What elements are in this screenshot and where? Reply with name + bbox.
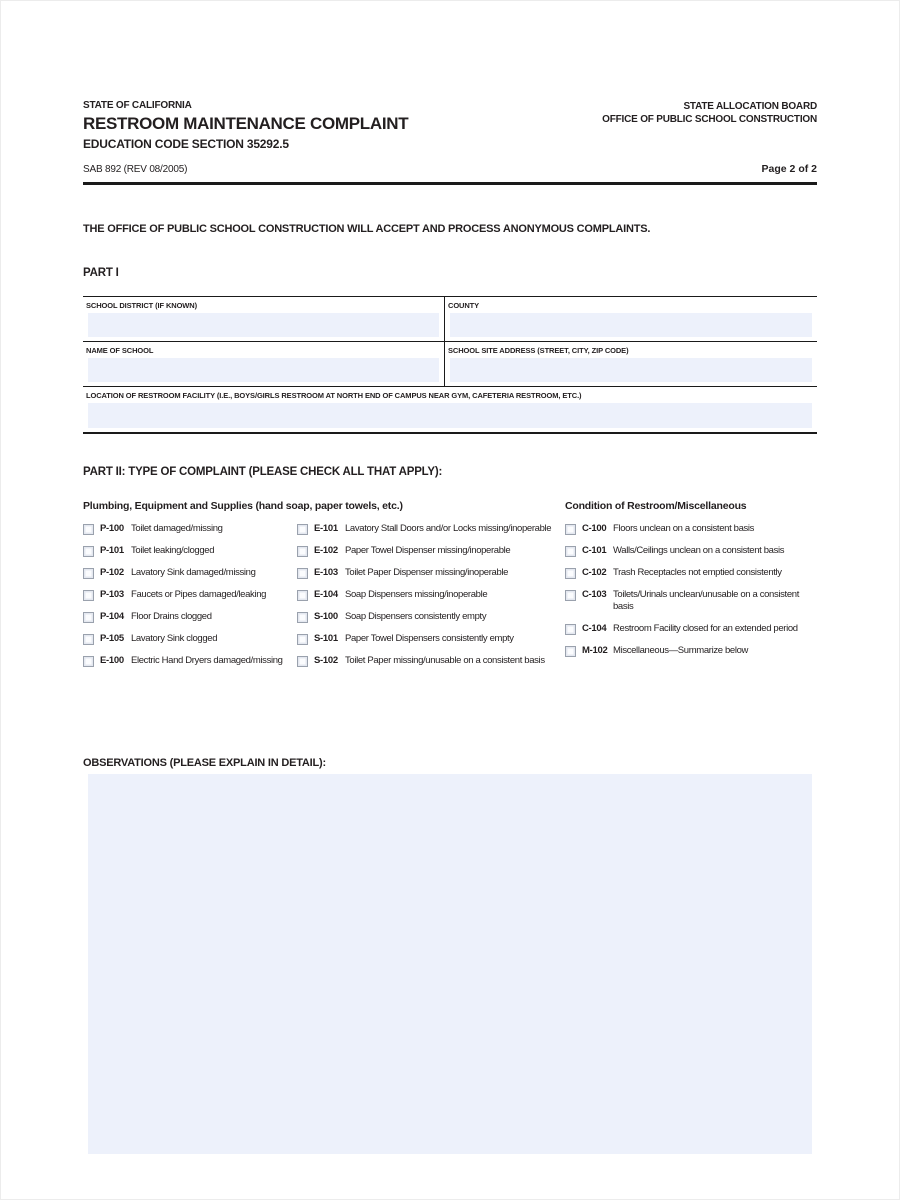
checklist-item bbox=[83, 633, 291, 645]
checkbox-label: Restroom Facility closed for an extended period bbox=[613, 623, 798, 634]
checkbox[interactable] bbox=[83, 568, 94, 579]
county-cell bbox=[445, 297, 817, 341]
checklist-item bbox=[565, 645, 817, 657]
checklist-item bbox=[565, 623, 817, 635]
header-left bbox=[83, 100, 408, 151]
checkbox-label: Walls/Ceilings unclean on a consistent basis bbox=[613, 545, 785, 556]
plumbing-heading: Plumbing, Equipment and Supplies (hand soap, paper towels, etc.) bbox=[83, 500, 403, 512]
checkbox-label: Toilet Paper Dispenser missing/inoperable bbox=[345, 567, 509, 578]
checkbox[interactable] bbox=[297, 634, 308, 645]
checklist-item bbox=[565, 589, 817, 613]
checklist-condition bbox=[565, 523, 817, 667]
school-name-label: NAME OF SCHOOL bbox=[86, 346, 154, 355]
observations-input[interactable] bbox=[88, 774, 812, 1154]
condition-heading: Condition of Restroom/Miscellaneous bbox=[565, 500, 747, 512]
checklist-item bbox=[297, 633, 559, 645]
checklist-item bbox=[83, 523, 291, 535]
school-address-input[interactable] bbox=[450, 358, 812, 382]
checkbox[interactable] bbox=[297, 612, 308, 623]
checkbox-code: E-104 bbox=[314, 589, 338, 600]
checkbox-code: E-102 bbox=[314, 545, 338, 556]
observations-label: OBSERVATIONS (PLEASE EXPLAIN IN DETAIL): bbox=[83, 757, 326, 769]
form-title: RESTROOM MAINTENANCE COMPLAINT bbox=[83, 114, 409, 133]
checkbox[interactable] bbox=[83, 524, 94, 535]
checkbox-code: C-101 bbox=[582, 545, 607, 556]
school-address-label: SCHOOL SITE ADDRESS (STREET, CITY, ZIP CODE) bbox=[448, 346, 629, 355]
checkbox-label: Floors unclean on a consistent basis bbox=[613, 523, 755, 534]
checkbox-label: Miscellaneous—Summarize below bbox=[613, 645, 749, 656]
agency-line1: STATE ALLOCATION BOARD bbox=[683, 101, 817, 112]
checklist-item bbox=[297, 567, 559, 579]
checkbox[interactable] bbox=[297, 546, 308, 557]
checkbox[interactable] bbox=[297, 524, 308, 535]
checkbox[interactable] bbox=[83, 634, 94, 645]
form-subtitle: EDUCATION CODE SECTION 35292.5 bbox=[83, 137, 289, 151]
checklist-equipment bbox=[297, 523, 559, 677]
checkbox[interactable] bbox=[565, 546, 576, 557]
checkbox-code: M-102 bbox=[582, 645, 608, 656]
checkbox[interactable] bbox=[565, 568, 576, 579]
checkbox-code: S-101 bbox=[314, 633, 338, 644]
checkbox-label: Paper Towel Dispensers consistently empty bbox=[345, 633, 514, 644]
checkbox-label: Toilet Paper missing/unusable on a consistent basis bbox=[345, 655, 545, 666]
checkbox-label: Faucets or Pipes damaged/leaking bbox=[131, 589, 267, 600]
checkbox-label: Trash Receptacles not emptied consistently bbox=[613, 567, 782, 578]
checkbox-code: C-103 bbox=[582, 589, 607, 600]
checkbox-label: Toilet damaged/missing bbox=[131, 523, 223, 534]
checkbox-label: Lavatory Sink damaged/missing bbox=[131, 567, 256, 578]
checklist-item bbox=[83, 545, 291, 557]
school-district-input[interactable] bbox=[88, 313, 439, 337]
part1-table bbox=[83, 296, 817, 434]
checkbox-label: Toilet leaking/clogged bbox=[131, 545, 215, 556]
checklist-item bbox=[565, 523, 817, 535]
checkbox-code: E-103 bbox=[314, 567, 338, 578]
checkbox[interactable] bbox=[565, 646, 576, 657]
form-number: SAB 892 (REV 08/2005) bbox=[83, 164, 188, 175]
agency-line2: OFFICE OF PUBLIC SCHOOL CONSTRUCTION bbox=[602, 114, 817, 125]
part1-row-2 bbox=[83, 342, 817, 387]
page-number: Page 2 of 2 bbox=[761, 163, 817, 175]
checkbox-label: Soap Dispensers consistently empty bbox=[345, 611, 487, 622]
school-name-input[interactable] bbox=[88, 358, 439, 382]
checkbox[interactable] bbox=[565, 590, 576, 601]
checkbox-code: P-103 bbox=[100, 589, 124, 600]
checklist-item bbox=[297, 589, 559, 601]
checkbox-code: C-100 bbox=[582, 523, 607, 534]
county-input[interactable] bbox=[450, 313, 812, 337]
anonymous-complaints-notice: THE OFFICE OF PUBLIC SCHOOL CONSTRUCTION WILL ACCEPT AND PROCESS ANONYMOUS COMPLAINTS. bbox=[83, 223, 651, 235]
checkbox[interactable] bbox=[83, 612, 94, 623]
part1-row-3 bbox=[83, 387, 817, 434]
checkbox[interactable] bbox=[297, 568, 308, 579]
checklist-item bbox=[297, 611, 559, 623]
checklist-plumbing bbox=[83, 523, 291, 677]
header bbox=[83, 100, 817, 151]
restroom-location-input[interactable] bbox=[88, 403, 812, 428]
checkbox-label: Floor Drains clogged bbox=[131, 611, 212, 622]
checkbox-code: P-100 bbox=[100, 523, 124, 534]
state-label: STATE OF CALIFORNIA bbox=[83, 100, 192, 111]
checkbox-label: Paper Towel Dispenser missing/inoperable bbox=[345, 545, 511, 556]
checkbox-code: S-102 bbox=[314, 655, 338, 666]
checkbox-code: C-102 bbox=[582, 567, 607, 578]
checklist-item bbox=[297, 523, 559, 535]
checklist-item bbox=[297, 655, 559, 667]
checkbox-code: P-101 bbox=[100, 545, 124, 556]
checkbox-code: P-104 bbox=[100, 611, 124, 622]
checkbox[interactable] bbox=[297, 656, 308, 667]
checklist-item bbox=[83, 655, 291, 667]
checkbox[interactable] bbox=[565, 624, 576, 635]
restroom-location-label: LOCATION OF RESTROOM FACILITY (I.E., BOYS/GIRLS RESTROOM AT NORTH END OF CAMPUS NEAR GYM, CAFETERIA RESTROOM, ETC.) bbox=[86, 391, 582, 400]
checkbox[interactable] bbox=[83, 590, 94, 601]
checkbox-label: Lavatory Sink clogged bbox=[131, 633, 218, 644]
restroom-location-cell bbox=[83, 387, 817, 432]
checkbox-code: P-102 bbox=[100, 567, 124, 578]
checklist-item bbox=[83, 589, 291, 601]
checkbox-label: Electric Hand Dryers damaged/missing bbox=[131, 655, 283, 666]
checkbox-code: P-105 bbox=[100, 633, 124, 644]
checklist-item bbox=[297, 545, 559, 557]
checkbox[interactable] bbox=[83, 656, 94, 667]
county-label: COUNTY bbox=[448, 301, 480, 310]
checkbox[interactable] bbox=[565, 524, 576, 535]
part2-title: PART II: TYPE OF COMPLAINT (PLEASE CHECK ALL THAT APPLY): bbox=[83, 466, 443, 478]
checklist-item bbox=[83, 611, 291, 623]
header-right bbox=[602, 100, 817, 151]
checklist-item bbox=[565, 567, 817, 579]
checkbox-label: Toilets/Urinals unclean/unusable on a consistent basis bbox=[613, 589, 799, 612]
school-address-cell bbox=[445, 342, 817, 386]
checkbox-label: Soap Dispensers missing/inoperable bbox=[345, 589, 488, 600]
checkbox-code: C-104 bbox=[582, 623, 607, 634]
school-district-cell bbox=[83, 297, 445, 341]
checkbox-code: S-100 bbox=[314, 611, 338, 622]
checklist-item bbox=[83, 567, 291, 579]
part1-row-1 bbox=[83, 297, 817, 342]
checklist-item bbox=[565, 545, 817, 557]
checkbox-label: Lavatory Stall Doors and/or Locks missing/inoperable bbox=[345, 523, 552, 534]
school-name-cell bbox=[83, 342, 445, 386]
checkbox[interactable] bbox=[297, 590, 308, 601]
header-rule bbox=[83, 182, 817, 185]
checkbox-code: E-100 bbox=[100, 655, 124, 666]
part1-title: PART I bbox=[83, 267, 119, 279]
part2-column-headings bbox=[83, 500, 817, 514]
checkbox-code: E-101 bbox=[314, 523, 338, 534]
school-district-label: SCHOOL DISTRICT (IF KNOWN) bbox=[86, 301, 198, 310]
header-meta bbox=[83, 163, 817, 175]
checkbox[interactable] bbox=[83, 546, 94, 557]
